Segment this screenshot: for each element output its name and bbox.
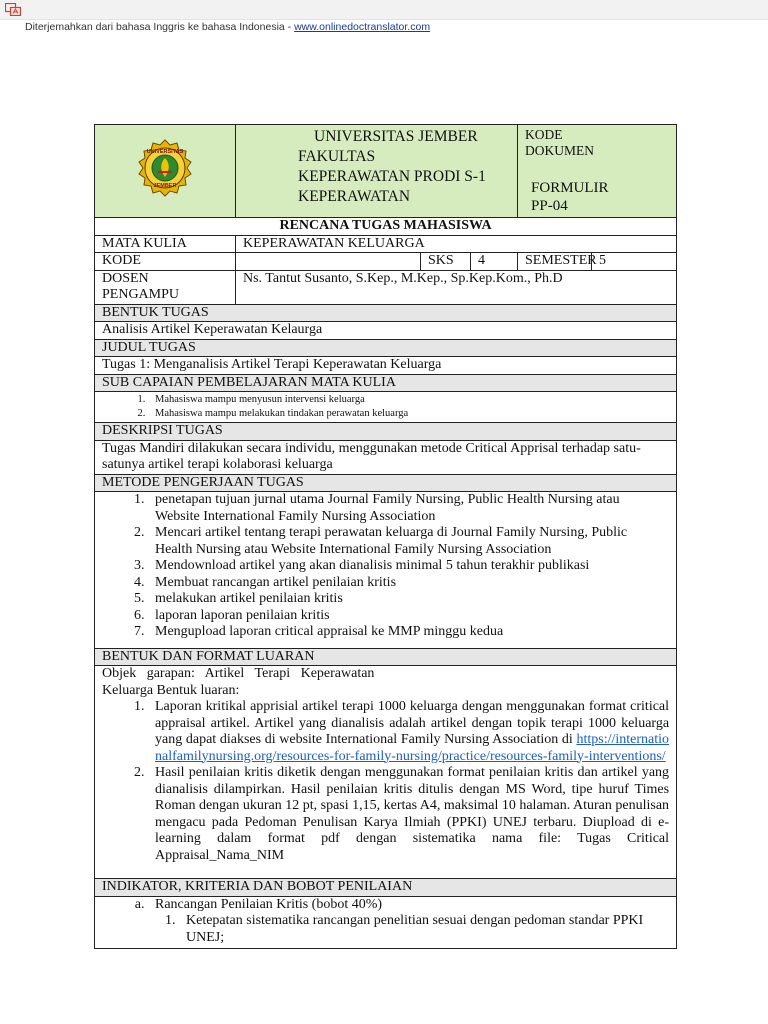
luaran-intro-2: Keluarga Bentuk luaran: [102, 682, 240, 698]
mata-kulia-value: KEPERAWATAN KELUARGA [236, 235, 677, 253]
svg-text:UNIVERSITAS: UNIVERSITAS [146, 149, 184, 156]
translate-icon[interactable] [5, 3, 21, 16]
indikator-row [95, 896, 677, 949]
code-row [95, 253, 677, 271]
section-heading-judul [95, 339, 677, 357]
section-heading-sub-capaian [95, 374, 677, 392]
list-item [148, 699, 669, 765]
logo-cell [95, 125, 236, 218]
judul-tugas-heading: JUDUL TUGAS [95, 339, 677, 357]
dosen-label [95, 270, 236, 304]
bentuk-tugas-heading: BENTUK TUGAS [95, 304, 677, 322]
bentuk-tugas-value: Analisis Artikel Keperawatan Kelaurga [95, 322, 677, 340]
sub-capaian-list [102, 393, 669, 421]
list-item: 2. Mahasiswa mampu melakukan tindakan perawatan keluarga [148, 407, 669, 421]
list-item [148, 897, 669, 947]
mata-kulia-label: MATA KULIA [95, 235, 236, 253]
form-code [525, 179, 669, 215]
faculty-line: FAKULTAS [298, 148, 376, 165]
kode-label: KODE [525, 127, 563, 142]
indikator-heading: INDIKATOR, KRITERIA DAN BOBOT PENILAIAN [95, 879, 677, 897]
institution-title [236, 125, 518, 218]
indikator-item-a: Rancangan Penilaian Kritis (bobot 40%) [155, 896, 383, 912]
translation-notice-text: Diterjemahkan dari bahasa Inggris ke bahasa Indonesia - [25, 21, 295, 33]
judul-tugas-value: Tugas 1: Menganalisis Artikel Terapi Keperawatan Keluarga [95, 357, 677, 375]
indikator-sublist [155, 913, 669, 946]
section-heading-indikator [95, 879, 677, 897]
judul-tugas-row [95, 357, 677, 375]
indikator-list [102, 897, 669, 947]
translator-toolbar [0, 0, 768, 20]
list-item: 2. Mencari artikel tentang terapi perawatan keluarga di Journal Family Nursing, Public Health Nursing atau Website International Family Nursing Association [148, 525, 643, 558]
university-logo [133, 139, 197, 197]
sub-capaian-list-cell [95, 392, 677, 423]
program-line: KEPERAWATAN PRODI S-1 [298, 168, 486, 185]
list-item: 5. melakukan artikel penilaian kritis [148, 591, 643, 608]
lecturer-row [95, 270, 677, 304]
document-code-cell [518, 125, 677, 218]
luaran-heading: BENTUK DAN FORMAT LUARAN [95, 648, 677, 666]
metode-list [102, 492, 669, 641]
dosen-label-2: PENGAMPU [102, 287, 180, 302]
dosen-value: Ns. Tantut Susanto, S.Kep., M.Kep., Sp.Kep.Kom., Ph.D [236, 270, 677, 304]
course-row [95, 235, 677, 253]
luaran-intro-1: Objek garapan: Artikel Terapi Keperawatan [102, 666, 375, 681]
semester-label: SEMESTER [518, 253, 592, 271]
translator-link[interactable]: www.onlinedoctranslator.com [294, 21, 431, 33]
sks-value: 4 [471, 253, 518, 271]
sub-capaian-heading: SUB CAPAIAN PEMBELAJARAN MATA KULIA [95, 374, 677, 392]
section-heading-luaran [95, 648, 677, 666]
translation-notice [25, 21, 430, 33]
list-item: 4. Membuat rancangan artikel penilaian kritis [148, 575, 643, 592]
list-item: 6. laporan laporan penilaian kritis [148, 608, 643, 625]
sub-capaian-row [95, 392, 677, 423]
indikator-content [95, 896, 677, 949]
metode-heading: METODE PENGERJAAN TUGAS [95, 474, 677, 492]
deskripsi-row [95, 440, 677, 474]
sks-label: SKS [421, 253, 471, 271]
kode-label: KODE [95, 253, 236, 271]
dokumen-label: DOKUMEN [525, 143, 595, 158]
form-code-1: FORMULIR [531, 180, 609, 196]
deskripsi-heading: DESKRIPSI TUGAS [95, 423, 677, 441]
form-code-2: PP-04 [531, 198, 568, 214]
luaran-list [102, 699, 669, 864]
dosen-label-1: DOSEN [102, 270, 149, 286]
title-row [95, 218, 677, 236]
document-header-row [95, 125, 677, 218]
section-heading-metode [95, 474, 677, 492]
svg-text:JEMBER: JEMBER [153, 183, 177, 190]
program-line-2: KEPERAWATAN [298, 188, 411, 205]
document-title: RENCANA TUGAS MAHASISWA [95, 218, 677, 236]
luaran-content [95, 666, 677, 879]
luaran-row [95, 666, 677, 879]
section-heading-bentuk [95, 304, 677, 322]
metode-row [95, 492, 677, 649]
list-item: 7. Mengupload laporan critical appraisal ke MMP minggu kedua [148, 624, 643, 641]
bentuk-tugas-row [95, 322, 677, 340]
deskripsi-value: Tugas Mandiri dilakukan secara individu, menggunakan metode Critical Apprisal terhadap satu-satunya artikel terapi kolaborasi keluarga [95, 440, 677, 474]
list-item: 1. penetapan tujuan jurnal utama Journal Family Nursing, Public Health Nursing atau Website International Family Nursing Association [148, 492, 643, 525]
list-item: 2. Hasil penilaian kritis diketik dengan menggunakan format penilaian kritis dan artikel yang dianalisis dilampirkan. Hasil penilaian kritis ditulis dengan MS Word, tipe huruf Times Roman dengan ukuran 12 pt, spasi 1,15, kertas A4, maksimal 10 halaman. Aturan penulisan mengacu pada Pedoman Penulisan Karya Ilmiah (PPKI) UNEJ terbaru. Diupload di e-learning dalam format pdf dengan sistematika nama file: Tugas Critical Appraisal_Nama_NIM [148, 765, 669, 864]
list-item: 1. Mahasiswa mampu menyusun intervensi keluarga [148, 393, 669, 407]
list-item: 3. Mendownload artikel yang akan dianalisis minimal 5 tahun terakhir publikasi [148, 558, 643, 575]
university-name: UNIVERSITAS JEMBER [314, 128, 478, 145]
resource-link[interactable]: https://internationalfamilynursing.org/resources-for-family-nursing/practice/resources-family-interventions/ [155, 732, 670, 764]
metode-list-cell [95, 492, 677, 649]
list-item: 1. Ketepatan sistematika rancangan penelitian sesuai dengan pedoman standar PPKI UNEJ; [179, 913, 645, 946]
kode-value [236, 253, 421, 271]
luaran-item-1-text: Laporan kritikal apprisial artikel terapi 1000 keluarga dengan menggunakan format critical appraisal artikel. Artikel yang dianalisis adalah artikel dengan topik terapi 1000 keluarga yang dapat diakses di website International Family Nursing Association di [155, 699, 670, 747]
assignment-plan-table [94, 124, 677, 949]
section-heading-deskripsi [95, 423, 677, 441]
semester-value: 5 [592, 253, 677, 271]
